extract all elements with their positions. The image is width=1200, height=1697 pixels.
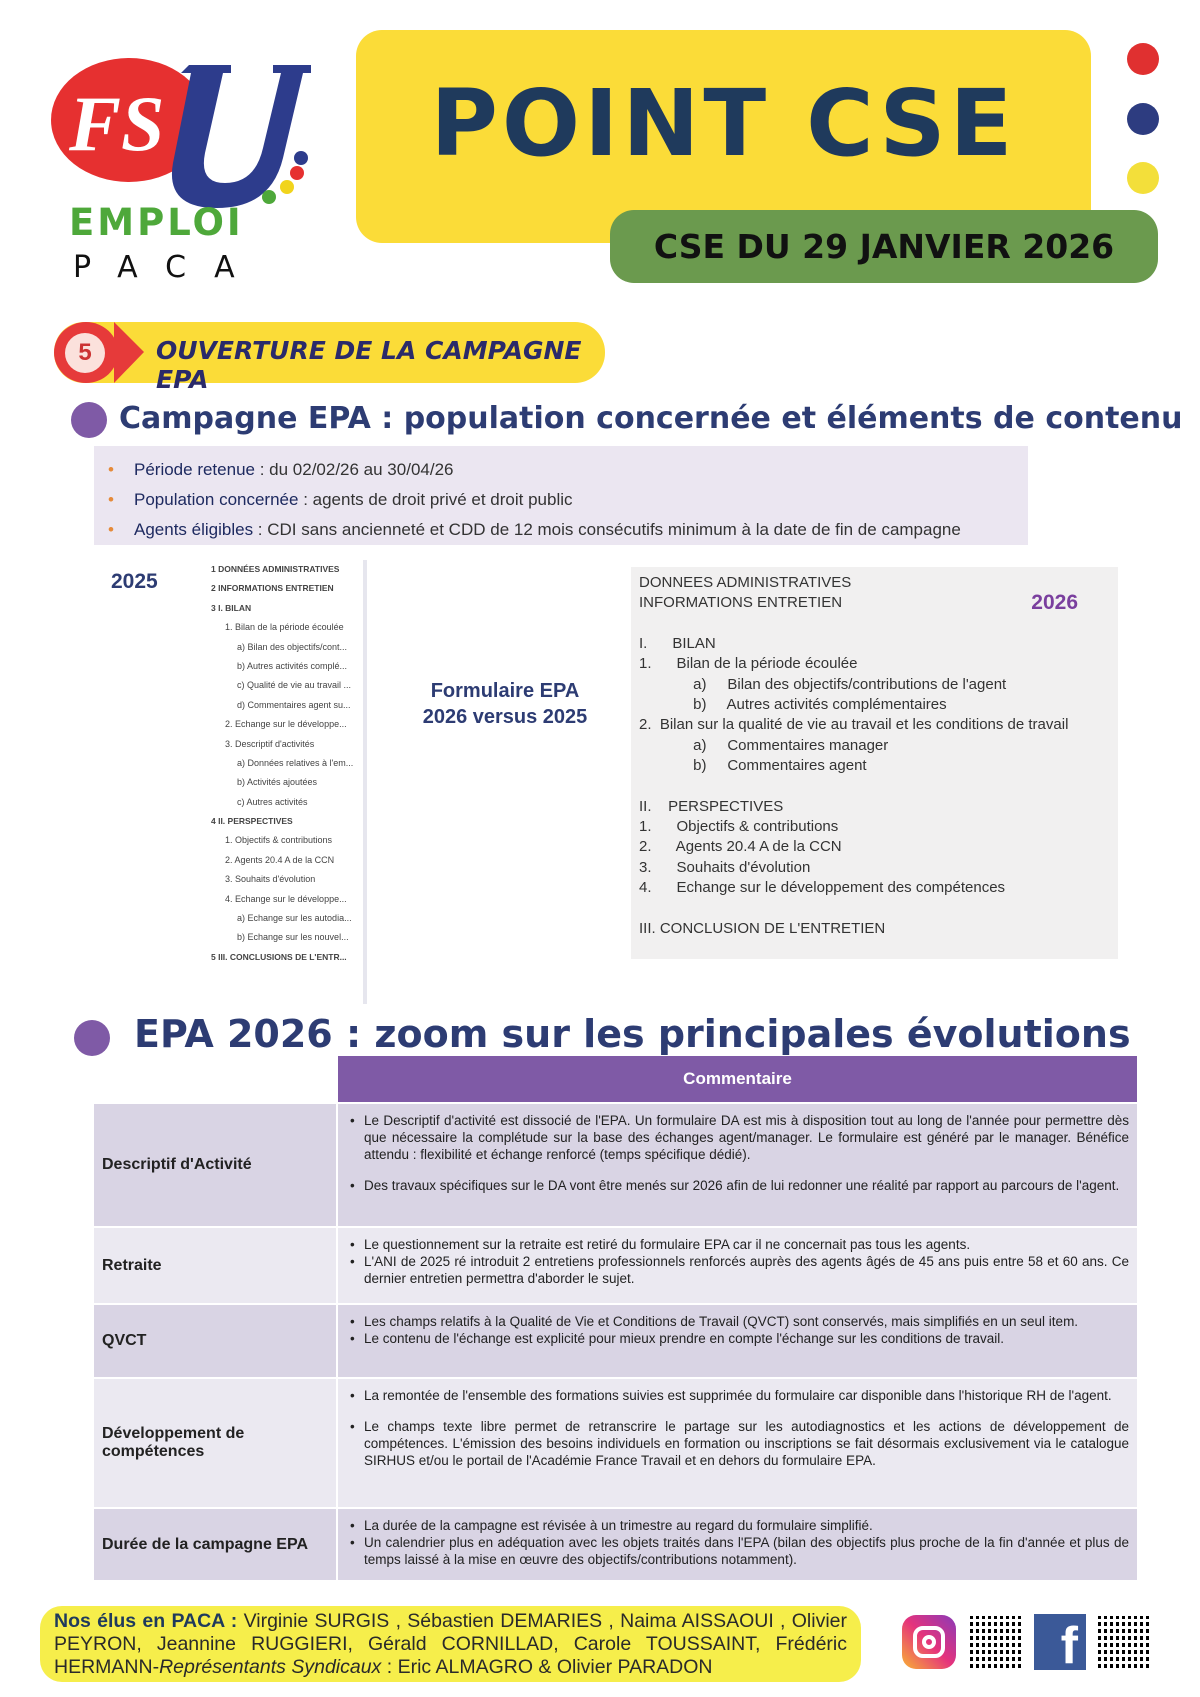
yellow-dot-decoration (1127, 162, 1159, 194)
row-label: Durée de la campagne EPA (94, 1509, 338, 1580)
table-row (94, 1377, 1137, 1507)
qr-code-icon[interactable] (1098, 1616, 1150, 1668)
comment-bullet: • Le questionnement sur la retraite est retiré du formulaire EPA car il ne concernait pas tous les agents. (350, 1236, 1129, 1253)
toc-2025-item: 2. Echange sur le développe... (225, 719, 347, 730)
toc-2025-item: 1 DONNÉES ADMINISTRATIVES (211, 564, 340, 574)
year-2026-label: 2026 (1031, 591, 1078, 614)
footer-elus: Nos élus en PACA : Virginie SURGIS , Sébastien DEMARIES , Naima AISSAOUI , Olivier PEYRON, Jeannine RUGGIERI, Gérald CORNILLAD, Carole TOUSSAINT, Frédéric HERMANN-Représentants Syndicaux : Eric ALMAGRO & Olivier PARADON (40, 1606, 861, 1682)
toc-2025-item: b) Echange sur les nouvel... (237, 932, 349, 943)
blue-dot-decoration (1127, 103, 1159, 135)
toc-2026-item: a) Commentaires manager (639, 736, 889, 754)
row-comment (338, 1379, 1137, 1507)
comment-bullet: • Le champs texte libre permet de retranscrire le partage sur les autodiagnostics et les actions de développement de compétences. L'émission des besoins individuels en formation ou inscriptions se fait désormais exclusivement via le catalogue SIRHUS et/ou le portail de l'Académie France Travail et en dehors du formulaire EPA. (350, 1418, 1129, 1469)
toc-2025-item: a) Echange sur les autodia... (237, 913, 352, 924)
bullet-circle-icon (71, 402, 107, 438)
comment-bullet: • Des travaux spécifiques sur le DA vont être menés sur 2026 afin de lui redonner une réalité par rapport au parcours de l'agent. (350, 1177, 1129, 1194)
toc-2026 (631, 567, 1118, 959)
toc-2026-item (639, 777, 1110, 797)
toc-2025-item: a) Bilan des objectifs/cont... (237, 641, 348, 652)
cse-date-banner: CSE DU 29 JANVIER 2026 (610, 210, 1158, 283)
toc-2026-item: 2. Agents 20.4 A de la CCN (639, 838, 842, 856)
red-dot-decoration (1127, 43, 1159, 75)
instagram-icon[interactable] (902, 1615, 956, 1669)
row-comment (338, 1228, 1137, 1303)
comparison-title: Formulaire EPA 2026 versus 2025 (422, 680, 588, 728)
info-item: • Population concernée : agents de droit privé et droit public (102, 485, 1028, 515)
row-comment (338, 1305, 1137, 1377)
toc-2026-item: 3. Souhaits d'évolution (639, 858, 811, 876)
comment-bullet: • La remontée de l'ensemble des formations suivies est supprimée du formulaire car disponible dans l'historique RH de l'agent. (350, 1387, 1129, 1404)
toc-2025-item: 5 III. CONCLUSIONS DE L'ENTR... (211, 951, 347, 962)
toc-2025-item: 2. Agents 20.4 A de la CCN (225, 854, 335, 865)
evolutions-heading: EPA 2026 : zoom sur les principales évolutions (134, 1012, 1131, 1056)
toc-2026-item (639, 614, 1110, 634)
toc-2026-item: I. BILAN (639, 634, 716, 652)
toc-2025-item: 2 INFORMATIONS ENTRETIEN (211, 583, 334, 594)
toc-2026-item: 1. Objectifs & contributions (639, 818, 839, 836)
fsu-emploi-paca-logo (49, 45, 319, 280)
toc-2025 (211, 560, 367, 1004)
toc-2025-item: a) Données relatives à l'em... (237, 757, 354, 768)
campagne-heading: Campagne EPA : population concernée et éléments de contenu (119, 401, 1183, 436)
section-number-badge: 5 (54, 322, 118, 383)
evolutions-table (94, 1056, 1137, 1580)
year-2025-label: 2025 (111, 570, 158, 593)
toc-2026-item: III. CONCLUSION DE L'ENTRETIEN (639, 919, 886, 937)
qr-code-icon[interactable] (970, 1616, 1022, 1668)
toc-2026-item: 4. Echange sur le développement des compétences (639, 879, 1006, 897)
toc-2025-item: 1. Objectifs & contributions (225, 835, 333, 846)
toc-2025-item: c) Qualité de vie au travail ... (237, 680, 352, 691)
section-title: OUVERTURE DE LA CAMPAGNE EPA (156, 336, 582, 394)
svg-text:EMPLOI: EMPLOI (69, 201, 244, 244)
toc-2025-item: 3. Souhaits d'évolution (225, 874, 316, 885)
bullet-circle-icon (74, 1020, 110, 1056)
table-row (94, 1102, 1137, 1226)
page-title: POINT CSE (430, 70, 1017, 177)
arrow-decoration (114, 322, 144, 383)
toc-2025-item: b) Autres activités complé... (237, 660, 348, 671)
row-label: QVCT (94, 1305, 338, 1377)
row-label: Descriptif d'Activité (94, 1104, 338, 1226)
svg-text:PACA: PACA (73, 250, 263, 280)
comment-bullet: • Le contenu de l'échange est explicité pour mieux prendre en compte l'échange sur les conditions de travail. (350, 1330, 1129, 1347)
toc-2025-item: b) Activités ajoutées (237, 777, 318, 788)
row-label: Développement de compétences (94, 1379, 338, 1507)
toc-2026-item: b) Autres activités complémentaires (639, 696, 947, 714)
facebook-icon[interactable]: f (1034, 1614, 1086, 1670)
toc-2025-item: 1. Bilan de la période écoulée (225, 622, 344, 633)
column-header-commentaire: Commentaire (338, 1056, 1137, 1102)
toc-2026-item: a) Bilan des objectifs/contributions de l'agent (639, 675, 1007, 693)
toc-2026-item: b) Commentaires agent (639, 757, 867, 775)
svg-text:FS: FS (69, 80, 165, 167)
table-row (94, 1507, 1137, 1580)
table-row (94, 1303, 1137, 1377)
toc-2025-item: 4. Echange sur le développe... (225, 893, 347, 904)
campagne-info-box (94, 446, 1028, 545)
info-item: • Agents éligibles : CDI sans ancienneté et CDD de 12 mois consécutifs minimum à la date de fin de campagne (102, 515, 1028, 545)
row-comment (338, 1509, 1137, 1580)
section-header (54, 322, 605, 394)
comment-bullet: • L'ANI de 2025 ré introduit 2 entretiens professionnels renforcés auprès des agents âgés de 45 ans puis entre 58 et 60 ans. Ce dernier entretien permettra d'aborder le sujet. (350, 1253, 1129, 1287)
toc-2026-item: II. PERSPECTIVES (639, 797, 784, 815)
info-item: • Période retenue : du 02/02/26 au 30/04/26 (102, 455, 1028, 485)
toc-2025-item: 3 I. BILAN (211, 602, 252, 613)
toc-2026-item: 1. Bilan de la période écoulée (639, 655, 858, 673)
comment-bullet: • La durée de la campagne est révisée à un trimestre au regard du formulaire simplifié. (350, 1517, 1129, 1534)
comment-bullet: • Le Descriptif d'activité est dissocié de l'EPA. Un formulaire DA est mis à disposition tout au long de l'année pour permettre dès que nécessaire la complétude sur la base des échanges agent/manager. Le formulaire est généré par le manager. Bénéfice attendu : flexibilité et échange renforcé (temps spécifique dédié). (350, 1112, 1129, 1163)
toc-2025-item: d) Commentaires agent su... (237, 699, 351, 710)
toc-2025-item: 3. Descriptif d'activités (225, 738, 315, 749)
toc-2025-item: 4 II. PERSPECTIVES (211, 816, 293, 827)
comment-bullet: • Les champs relatifs à la Qualité de Vie et Conditions de Travail (QVCT) sont conservés, mais simplifiés en un seul item. (350, 1313, 1129, 1330)
toc-2026-item: DONNEES ADMINISTRATIVES (639, 574, 852, 591)
comment-bullet: • Un calendrier plus en adéquation avec les objets traités dans l'EPA (bilan des objectifs plus proche de la fin d'année et plus de temps laissé à la mise en œuvre des objectifs/contributions notamment). (350, 1534, 1129, 1568)
row-label: Retraite (94, 1228, 338, 1303)
toc-2026-item (639, 899, 1110, 919)
table-row (94, 1226, 1137, 1303)
toc-2026-item: INFORMATIONS ENTRETIEN (639, 594, 843, 612)
toc-2025-item: c) Autres activités (237, 796, 308, 807)
row-comment (338, 1104, 1137, 1226)
toc-2026-item: 2. Bilan sur la qualité de vie au travail et les conditions de travail (639, 716, 1069, 734)
